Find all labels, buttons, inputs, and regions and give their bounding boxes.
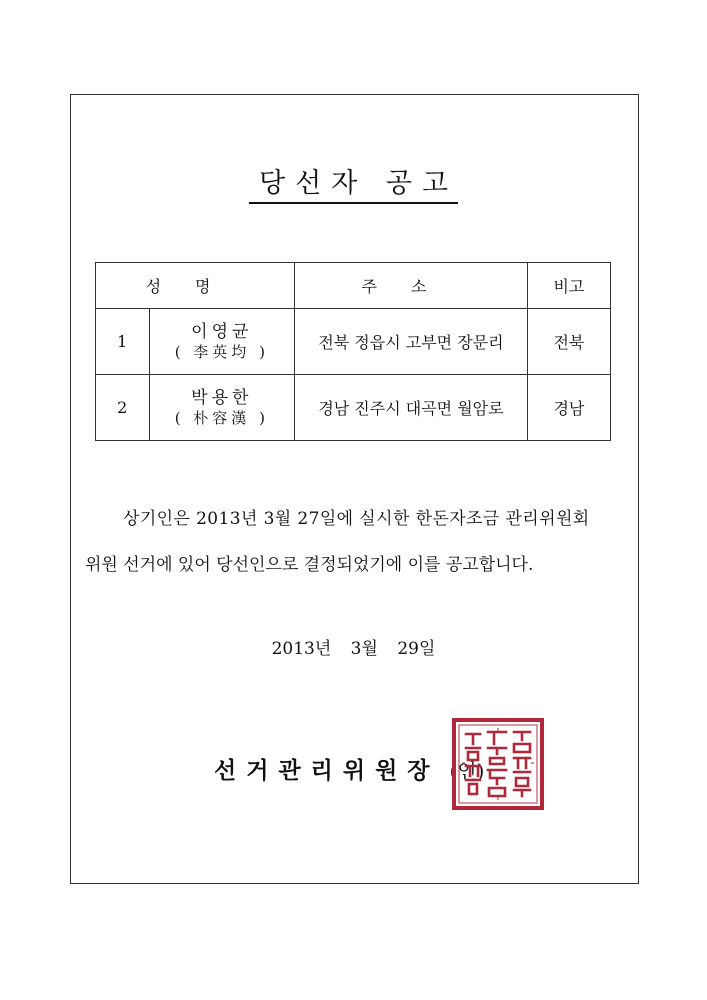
name-hangul: 이영균 xyxy=(191,321,253,342)
signer-line xyxy=(214,752,484,785)
document-title: 당선자 공고 xyxy=(0,168,707,204)
table-header-row xyxy=(96,263,611,309)
row-address: 전북 정읍시 고부면 장문리 xyxy=(295,309,528,375)
row-number: 2 xyxy=(96,375,150,441)
body-line-1: 상기인은 2013년 3월 27일에 실시한 한돈자조금 관리위원회 xyxy=(123,509,590,529)
header-note: 비고 xyxy=(527,263,610,309)
body-line-2: 위원 선거에 있어 당선인으로 결정되었기에 이를 공고합니다. xyxy=(85,555,534,575)
row-note: 경남 xyxy=(527,375,610,441)
elected-table xyxy=(95,262,611,441)
row-name-cell xyxy=(149,375,295,441)
table-row xyxy=(96,375,611,441)
header-address: 주소 xyxy=(295,263,528,309)
table-row xyxy=(96,309,611,375)
header-name: 성명 xyxy=(96,263,295,309)
signer-title: 선거관리위원장 xyxy=(214,757,440,784)
row-name-cell xyxy=(149,309,295,375)
row-note: 전북 xyxy=(527,309,610,375)
name-hangul: 박용한 xyxy=(191,387,253,408)
name-hanja: ( 李英均 ) xyxy=(174,342,269,361)
row-address: 경남 진주시 대곡면 월암로 xyxy=(295,375,528,441)
seal-mark: (인) xyxy=(449,759,485,783)
announcement-body xyxy=(85,496,625,588)
row-number: 1 xyxy=(96,309,150,375)
official-seal-stamp xyxy=(449,718,544,810)
name-hanja: ( 朴容漢 ) xyxy=(174,408,269,427)
announcement-date: 2013년 3월 29일 xyxy=(271,639,436,659)
